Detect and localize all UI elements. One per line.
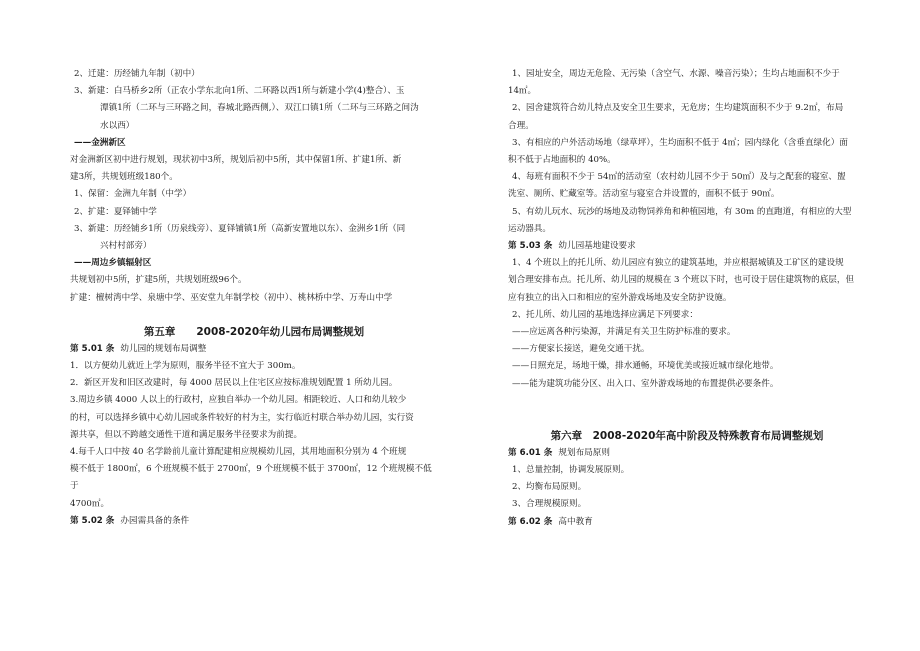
- left-column: [70, 66, 438, 530]
- text-line: 积不低于占地面积的 40%。: [508, 155, 616, 166]
- text-line: 4、每班有面积不少于 54㎡的活动室（农村幼儿园不少于 50㎡）及与之配套的寝室、盥: [512, 172, 846, 183]
- article-number: 第 6.01 条: [508, 447, 553, 458]
- text-line: 洗室、厕所、贮藏室等。活动室与寝室合并设置的，面积不低于 90㎡。: [508, 189, 780, 200]
- text-line: 2、迁建：历经铺九年制（初中）: [74, 69, 200, 79]
- text-line: 的村，可以选择乡镇中心幼儿园或条件较好的村为主，实行临近村联合举办幼儿园，实行资: [70, 412, 414, 423]
- text-line: 2、园舍建筑符合幼儿特点及安全卫生要求，无危房；生均建筑面积不少于 9.2㎡，布局: [512, 103, 844, 114]
- text-line: 4700㎡。: [70, 498, 110, 509]
- text-line: 对金洲新区初中进行规划，现状初中3所，规划后初中5所，其中保留1所、扩建1所、新: [70, 155, 402, 166]
- article-number: 第 5.02 条: [70, 515, 115, 526]
- article-5-03: [508, 238, 866, 255]
- article-title: 幼儿园的规划布局调整: [120, 343, 207, 354]
- chapter-5-title: 第五章 2008-2020年幼儿园布局调整规划: [143, 325, 365, 338]
- text-line: 共规划初中5所，扩建5所，共规划班级96个。: [70, 275, 247, 286]
- text-line: 合理。: [508, 120, 534, 131]
- text-line: 模不低于 1800㎡，6 个班规模不低于 2700㎡，9 个班规模不低于 3700㎡，12 个班规模不低于: [70, 464, 432, 492]
- text-line: 运动器具。: [508, 223, 551, 234]
- text-line: 4.每千人口中按 40 名学龄前儿童计算配建相应规模幼儿园，其用地面积分别为 4 个班规: [70, 447, 407, 458]
- article-number: 第 6.02 条: [508, 516, 553, 527]
- article-number: 第 5.01 条: [70, 343, 115, 354]
- article-6-02: [508, 514, 866, 531]
- text-line: ——日照充足，场地干燥，排水通畅，环境优美或接近城市绿化地带。: [512, 361, 779, 372]
- article-title: 规划布局原则: [558, 447, 610, 458]
- section-heading-jinzhou: ——金洲新区: [74, 137, 126, 148]
- right-column: [508, 66, 866, 531]
- article-5-02: [70, 513, 438, 530]
- text-line: ——应远离各种污染源，并满足有关卫生防护标准的要求。: [512, 327, 736, 338]
- text-line: 1、保留：金洲九年制（中学）: [74, 189, 192, 200]
- text-line: 3、新建：白马桥乡2所（正农小学东北向1所、二环路以西1所与新建小学(4)整合）、玉: [74, 86, 405, 97]
- article-title: 办园需具备的条件: [120, 515, 190, 526]
- text-line: 1、总量控制，协调发展原则。: [512, 465, 630, 476]
- text-line: 2、均衡布局原则。: [512, 482, 587, 493]
- text-line: 源共享，但以不跨越交通性干道和满足服务半径要求为前提。: [70, 429, 303, 440]
- text-line: 2、托儿所、幼儿园的基地选择应满足下列要求：: [512, 309, 698, 320]
- text-line: 建3所，共规划班级180个。: [70, 172, 178, 183]
- text-line: 3.周边乡镇 4000 人以上的行政村，应独自举办一个幼儿园。相距较近、人口和幼儿较少: [70, 395, 407, 406]
- text-line: 1、4 个班以上的托儿所、幼儿园应有独立的建筑基地，并应根据城镇及工矿区的建设规: [512, 258, 844, 269]
- article-title: 高中教育: [558, 516, 593, 527]
- text-line: 5、有幼儿玩水、玩沙的场地及动物饲养角和种植园地，有 30m 的直跑道，有相应的大型: [512, 206, 852, 217]
- text-line: 扩建：檀树湾中学、泉塘中学、巫安堂九年制学校（初中）、桃林桥中学、万寿山中学: [70, 292, 393, 303]
- text-line: 1、园址安全，周边无危险、无污染（含空气、水源、噪音污染）；生均占地面积不少于: [512, 69, 840, 79]
- section-heading-zhoubian: ——周边乡镇辐射区: [74, 258, 152, 269]
- article-number: 第 5.03 条: [508, 241, 553, 252]
- text-line: 3、新建：历经铺乡1所（历泉线旁）、夏铎铺镇1所（高新安置地以东）、金洲乡1所（同: [74, 223, 406, 234]
- text-line: ——能为建筑功能分区、出入口、室外游戏场地的布置提供必要条件。: [512, 378, 779, 389]
- text-line: 2、扩建：夏铎铺中学: [74, 206, 157, 217]
- text-line: 水以西）: [100, 120, 135, 131]
- text-line: 划合理安排布点。托儿所、幼儿园的规模在 3 个班以下时，也可设于居住建筑物的底层，但: [508, 275, 855, 286]
- text-line: 应有独立的出入口和相应的室外游戏场地及安全防护设施。: [508, 292, 732, 303]
- article-5-01: [70, 341, 438, 358]
- text-line: 2．新区开发和旧区改建时，每 4000 居民以上住宅区应按标准规划配置 1 所幼儿园。: [70, 378, 398, 389]
- text-line: 3、有相应的户外活动场地（绿草坪），生均面积不低于 4㎡；园内绿化（含垂直绿化）面: [512, 137, 848, 148]
- text-line: ——方便家长接送，避免交通干扰。: [512, 344, 650, 355]
- text-line: 1．以方便幼儿就近上学为原则，服务半径不宜大于 300m。: [70, 361, 301, 372]
- article-6-01: [508, 445, 866, 462]
- text-line: 兴村村部旁）: [100, 241, 152, 252]
- text-line: 3、合理规模原则。: [512, 499, 587, 510]
- article-title: 幼儿园基地建设要求: [558, 241, 636, 252]
- chapter-6-title: 第六章 2008-2020年高中阶段及特殊教育布局调整规划: [550, 429, 824, 442]
- text-line: 潭镇1所（二环与三环路之间，春城北路西侧,）、双江口镇1所（二环与三环路之间沩: [100, 103, 419, 114]
- text-line: 14㎡。: [508, 86, 537, 97]
